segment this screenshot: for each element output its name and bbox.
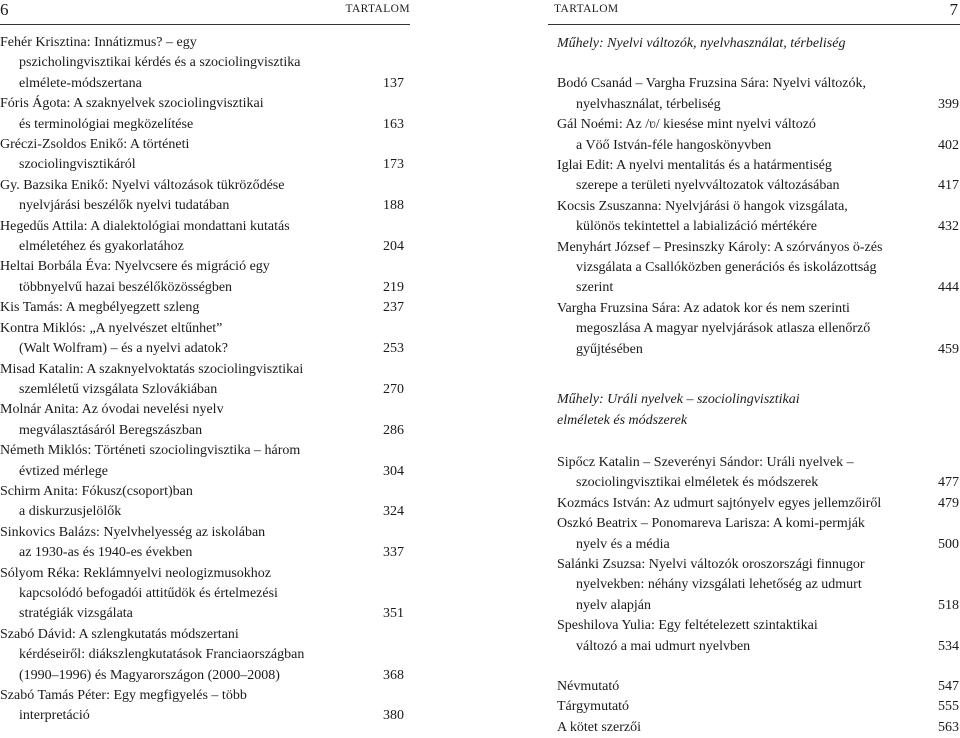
- running-head: TARTALOM: [554, 3, 619, 15]
- entry-line: Sipőcz Katalin – Szeverényi Sándor: Uráli nyelvek –: [557, 454, 854, 470]
- toc-entry: [0, 400, 410, 441]
- entry-page-number: 188: [383, 198, 404, 214]
- toc-entry: [0, 441, 410, 482]
- entry-page-number: 324: [383, 504, 404, 520]
- toc-entry: [548, 238, 960, 299]
- right-toc: [548, 34, 960, 738]
- entry-line: nyelv és a média: [576, 536, 670, 552]
- entry-line: szociolingvisztikáról: [19, 157, 136, 173]
- entry-page-number: 479: [938, 495, 959, 511]
- entry-page-number: 402: [938, 137, 959, 153]
- entry-page-number: 368: [383, 667, 404, 683]
- entry-line: szerepe a területi nyelvváltozatok változásában: [576, 178, 840, 194]
- toc-entry: [0, 298, 410, 318]
- entry-line: különös tekintettel a labializáció mértékére: [576, 219, 818, 235]
- header-rule: [548, 24, 960, 25]
- entry-page-number: 173: [383, 157, 404, 173]
- section-title: elméletek és módszerek: [557, 412, 688, 428]
- section-title: Műhely: Uráli nyelvek – szociolingvisztikai: [557, 392, 800, 408]
- entry-line: nyelvekben: néhány vizsgálati lehetőség az udmurt: [576, 577, 862, 593]
- toc-entry: [548, 197, 960, 238]
- section-title: Műhely: Nyelvi változók, nyelvhasználat, térbeliség: [557, 36, 846, 51]
- toc-entry: [0, 33, 410, 94]
- entry-line: változó a mai udmurt nyelvben: [576, 638, 751, 654]
- entry-page-number: 270: [383, 381, 404, 397]
- entry-page-number: 477: [938, 475, 959, 491]
- entry-line: Kontra Miklós: „A nyelvészet eltűnhet”: [0, 320, 223, 336]
- entry-line: Szabó Dávid: A szlengkutatás módszertani: [0, 626, 239, 642]
- entry-line: gyűjtésében: [576, 341, 643, 357]
- right-page: [548, 0, 960, 735]
- entry-line: kérdéseiről: diákszlengkutatások Franciaországban: [19, 647, 305, 663]
- entry-page-number: 563: [938, 719, 959, 735]
- entry-line: Heltai Borbála Éva: Nyelvcsere és migráció egy: [0, 259, 270, 275]
- entry-line: Bodó Csanád – Vargha Fruzsina Sára: Nyelvi változók,: [557, 76, 866, 92]
- entry-page-number: 219: [383, 279, 404, 295]
- entry-page-number: 417: [938, 178, 959, 194]
- entry-page-number: 500: [938, 536, 959, 552]
- entry-line: Gál Noémi: Az /ʋ/ kiesése mint nyelvi változó: [557, 117, 816, 133]
- entry-line: Szabó Tamás Péter: Egy megfigyelés – több: [0, 688, 247, 703]
- toc-entry: [548, 299, 960, 360]
- entry-line: évtized mérlege: [19, 463, 109, 479]
- entry-page-number: 534: [938, 638, 959, 654]
- entry-line: nyelv alapján: [576, 597, 652, 613]
- entry-page-number: 163: [383, 116, 404, 132]
- entry-page-number: 286: [383, 422, 404, 438]
- toc-entry: [548, 453, 960, 494]
- entry-line: szemléletű vizsgálata Szlovákiában: [19, 381, 218, 397]
- toc-entry: [0, 176, 410, 217]
- entry-line: stratégiák vizsgálata: [19, 606, 133, 622]
- toc-entry: [548, 555, 960, 616]
- entry-line: vizsgálata a Csallóközben generációs és iskolázottság: [576, 260, 877, 276]
- header-rule: [0, 24, 410, 25]
- entry-line: Kis Tamás: A megbélyegzett szleng: [0, 300, 200, 316]
- toc-entry: [548, 514, 960, 555]
- entry-line: Salánki Zsuzsa: Nyelvi változók oroszországi finnugor: [557, 556, 865, 572]
- toc-entry: [0, 686, 410, 727]
- toc-entry: [548, 616, 960, 657]
- entry-line: pszicholingvisztikai kérdés és a szociolingvisztika: [19, 55, 301, 71]
- entry-line: Gréczi-Zsoldos Enikő: A történeti: [0, 137, 190, 153]
- entry-line: Tárgymutató: [557, 699, 630, 715]
- left-page: [0, 0, 410, 723]
- toc-entry: [0, 257, 410, 298]
- entry-line: Fehér Krisztina: Innátizmus? – egy: [0, 35, 197, 50]
- left-toc: [0, 33, 410, 727]
- toc-entry: [0, 217, 410, 258]
- entry-line: (1990–1996) és Magyarországon (2000–2008): [19, 667, 280, 683]
- entry-page-number: 547: [938, 678, 959, 694]
- entry-page-number: 555: [938, 699, 959, 715]
- entry-line: Kocsis Zsuszanna: Nyelvjárási ö hangok vizsgálata,: [557, 198, 848, 214]
- entry-line: Gy. Bazsika Enikő: Nyelvi változások tükröződése: [0, 177, 285, 193]
- entry-line: kapcsolódó befogadói attitűdök és értelmezési: [19, 585, 278, 601]
- entry-page-number: 432: [938, 219, 959, 235]
- entry-line: Molnár Anita: Az óvodai nevelési nyelv: [0, 402, 224, 418]
- toc-entry: [0, 135, 410, 176]
- entry-page-number: 137: [383, 75, 404, 91]
- entry-page-number: 518: [938, 597, 959, 613]
- entry-line: Speshilova Yulia: Egy feltételezett szintaktikai: [557, 618, 818, 634]
- entry-line: Oszkó Beatrix – Ponomareva Larisza: A komi-permják: [557, 516, 865, 532]
- entry-page-number: 204: [383, 239, 404, 255]
- entry-line: Vargha Fruzsina Sára: Az adatok kor és nem szerinti: [557, 300, 850, 316]
- entry-line: megoszlása A magyar nyelvjárások atlasza ellenőrző: [576, 321, 871, 337]
- entry-line: szerint: [576, 280, 614, 296]
- entry-line: a Vöő István-féle hangoskönyvben: [576, 137, 772, 153]
- toc-entry: [0, 564, 410, 625]
- entry-line: Fóris Ágota: A szaknyelvek szociolingvisztikai: [0, 96, 264, 112]
- entry-line: az 1930-as és 1940-es években: [19, 545, 193, 561]
- entry-line: elméletéhez és gyakorlatához: [19, 239, 184, 255]
- page-number: 6: [0, 0, 9, 19]
- left-header: [0, 0, 410, 21]
- entry-line: Németh Miklós: Történeti szociolingvisztika – három: [0, 443, 301, 459]
- entry-line: nyelvjárási beszélők nyelvi tudatában: [19, 198, 230, 214]
- entry-page-number: 399: [938, 96, 959, 112]
- entry-page-number: 380: [383, 708, 404, 724]
- entry-line: Sólyom Réka: Reklámnyelvi neologizmusokhoz: [0, 565, 272, 581]
- entry-line: nyelvhasználat, térbeliség: [576, 96, 721, 112]
- entry-line: Misad Katalin: A szaknyelvoktatás szociolingvisztikai: [0, 361, 304, 377]
- toc-entry: [0, 625, 410, 686]
- entry-line: és terminológiai megközelítése: [19, 116, 194, 132]
- toc-entry: [0, 319, 410, 360]
- toc-entry: [0, 94, 410, 135]
- entry-line: Névmutató: [557, 678, 620, 694]
- entry-line: Schirm Anita: Fókusz(csoport)ban: [0, 483, 193, 499]
- toc-entry: [548, 718, 960, 738]
- entry-line: Kozmács István: Az udmurt sajtónyelv egyes jellemzőiről: [557, 495, 882, 511]
- entry-line: szociolingvisztikai elméletek és módszerek: [576, 475, 819, 491]
- toc-entry: [548, 156, 960, 197]
- right-header: [548, 0, 960, 21]
- entry-page-number: 444: [938, 280, 959, 296]
- entry-line: megválasztásáról Beregszászban: [19, 422, 203, 438]
- entry-line: interpretáció: [19, 708, 90, 724]
- toc-entry: [0, 523, 410, 564]
- page-number: 7: [949, 0, 958, 19]
- entry-page-number: 459: [938, 341, 959, 357]
- entry-line: Hegedűs Attila: A dialektológiai mondattani kutatás: [0, 218, 290, 234]
- toc-entry: [0, 482, 410, 523]
- entry-page-number: 304: [383, 463, 404, 479]
- entry-line: a diskurzusjelölők: [19, 504, 122, 520]
- entry-page-number: 351: [383, 606, 404, 622]
- entry-line: A kötet szerzői: [557, 719, 641, 735]
- entry-line: többnyelvű hazai beszélőközösségben: [19, 279, 233, 295]
- entry-line: Menyhárt József – Presinszky Károly: A szórványos ö-zés: [557, 239, 883, 255]
- entry-line: Sinkovics Balázs: Nyelvhelyesség az iskolában: [0, 524, 266, 540]
- entry-page-number: 237: [383, 300, 404, 316]
- toc-entry: [548, 494, 960, 514]
- toc-entry: [548, 115, 960, 156]
- entry-page-number: 253: [383, 341, 404, 357]
- toc-entry: [548, 677, 960, 697]
- toc-entry: [548, 74, 960, 115]
- entry-line: elmélete-módszertana: [19, 75, 142, 91]
- toc-entry: [548, 697, 960, 717]
- running-head: TARTALOM: [345, 3, 410, 15]
- entry-line: Iglai Edit: A nyelvi mentalitás és a határmentiség: [557, 158, 832, 174]
- entry-page-number: 337: [383, 545, 404, 561]
- entry-line: (Walt Wolfram) – és a nyelvi adatok?: [19, 341, 228, 357]
- toc-entry: [0, 360, 410, 401]
